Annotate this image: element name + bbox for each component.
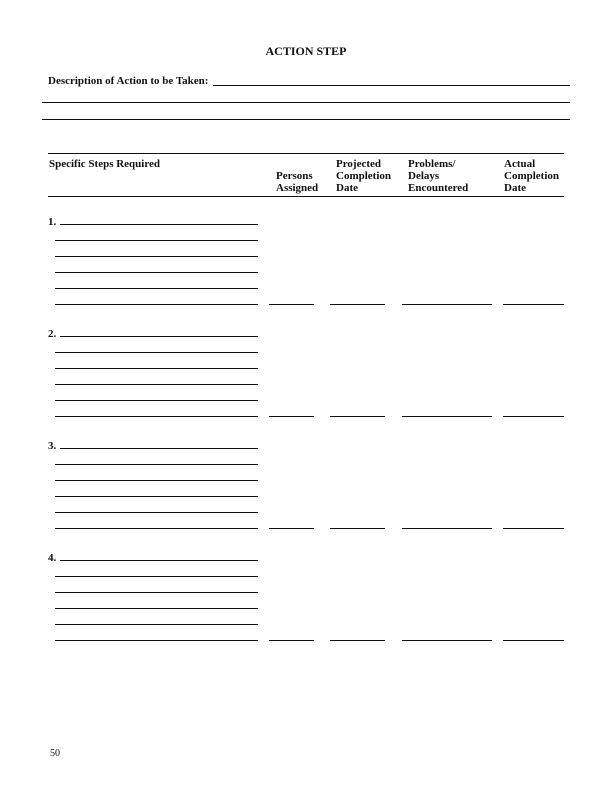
problems-line[interactable] [402,304,492,305]
description-line-2[interactable] [42,102,570,103]
step-line[interactable] [60,560,258,561]
step-line[interactable] [55,528,258,529]
header-actual-completion-date: Actual Completion Date [504,158,559,194]
step-line[interactable] [55,592,258,593]
persons-assigned-line[interactable] [269,416,314,417]
step-number: 2. [48,328,57,340]
step-line[interactable] [55,400,258,401]
step-line[interactable] [60,224,258,225]
step-line[interactable] [55,608,258,609]
actual-date-line[interactable] [503,416,564,417]
step-line[interactable] [55,512,258,513]
page-number: 50 [50,748,60,759]
step-number: 1. [48,216,57,228]
header-specific-steps: Specific Steps Required [49,158,161,170]
persons-assigned-line[interactable] [269,640,314,641]
problems-line[interactable] [402,640,492,641]
step-line[interactable] [60,336,258,337]
step-line[interactable] [55,384,258,385]
projected-date-line[interactable] [330,416,385,417]
actual-date-line[interactable] [503,304,564,305]
header-persons-assigned: Persons Assigned [276,170,319,194]
projected-date-line[interactable] [330,528,385,529]
step-line[interactable] [55,304,258,305]
table-top-rule [48,153,564,154]
step-line[interactable] [55,288,258,289]
page-title: ACTION STEP [265,44,347,58]
step-line[interactable] [55,416,258,417]
persons-assigned-line[interactable] [269,528,314,529]
actual-date-line[interactable] [503,640,564,641]
actual-date-line[interactable] [503,528,564,529]
problems-line[interactable] [402,416,492,417]
step-number: 4. [48,552,57,564]
projected-date-line[interactable] [330,640,385,641]
step-line[interactable] [55,272,258,273]
step-line[interactable] [55,240,258,241]
problems-line[interactable] [402,528,492,529]
description-label: Description of Action to be Taken: [48,75,209,87]
step-line[interactable] [55,480,258,481]
description-line-3[interactable] [42,119,570,120]
step-line[interactable] [55,256,258,257]
step-line[interactable] [60,448,258,449]
step-line[interactable] [55,496,258,497]
table-header-rule [48,196,564,197]
projected-date-line[interactable] [330,304,385,305]
header-projected-completion-date: Projected Completion Date [336,158,391,194]
header-problems-delays: Problems/ Delays Encountered [408,158,469,194]
step-line[interactable] [55,640,258,641]
step-line[interactable] [55,464,258,465]
step-line[interactable] [55,352,258,353]
step-line[interactable] [55,368,258,369]
persons-assigned-line[interactable] [269,304,314,305]
step-line[interactable] [55,576,258,577]
step-line[interactable] [55,624,258,625]
step-number: 3. [48,440,57,452]
description-line-1[interactable] [213,85,570,86]
